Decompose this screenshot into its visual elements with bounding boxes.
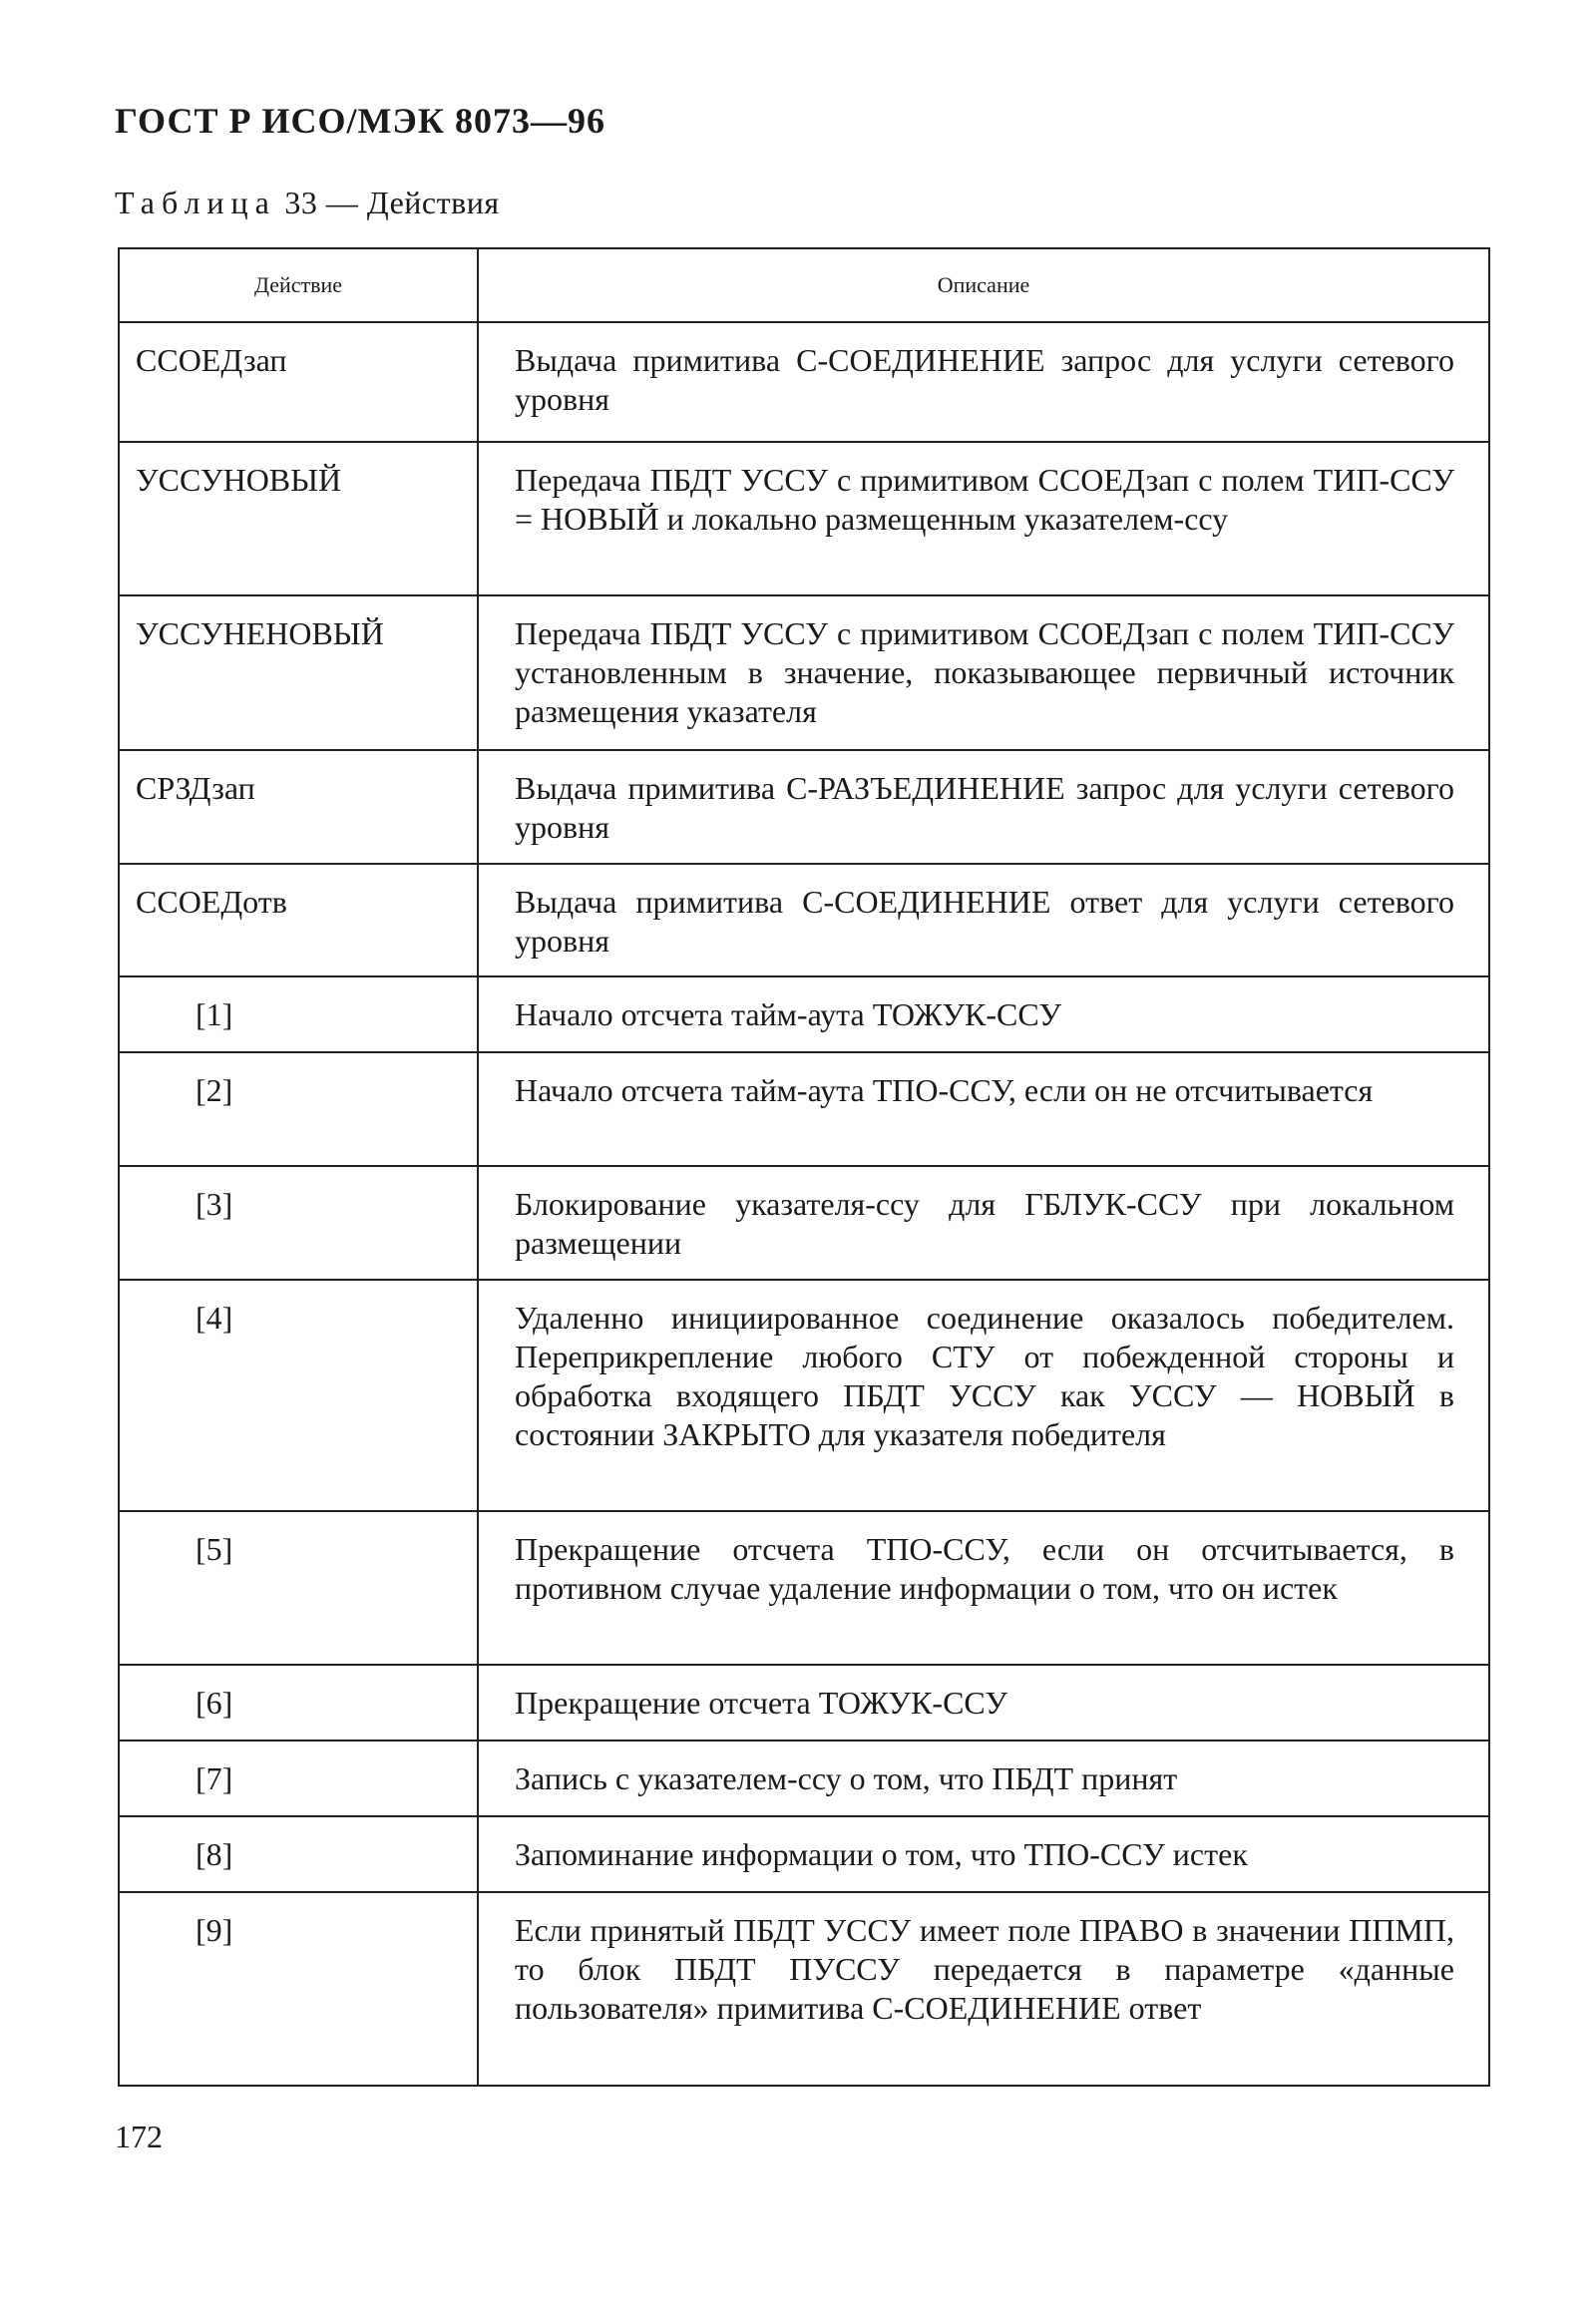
table-row: [119, 1511, 1489, 1665]
action-cell: УССУНЕНОВЫЙ: [119, 595, 478, 750]
table-row: [119, 750, 1489, 864]
column-header-description: Описание: [478, 248, 1489, 322]
column-header-action: Действие: [119, 248, 478, 322]
action-cell: [8]: [119, 1816, 478, 1892]
description-cell: Выдача примитива С-СОЕДИНЕНИЕ запрос для услуги сетевого уровня: [478, 322, 1489, 442]
table-row: [119, 1741, 1489, 1816]
action-cell: ССОЕДотв: [119, 864, 478, 976]
table-row: [119, 976, 1489, 1052]
description-cell: Блокирование указателя-ссу для ГБЛУК-ССУ при локальном размещении: [478, 1166, 1489, 1280]
action-cell: [4]: [119, 1280, 478, 1511]
table-row: [119, 1816, 1489, 1892]
action-cell: [6]: [119, 1665, 478, 1741]
action-cell: [1]: [119, 976, 478, 1052]
table-caption-text: 33 — Действия: [284, 185, 500, 220]
description-cell: Запись с указателем-ссу о том, что ПБДТ принят: [478, 1741, 1489, 1816]
table-row: [119, 322, 1489, 442]
table-row: [119, 1665, 1489, 1741]
page-number: 172: [115, 2119, 163, 2154]
action-cell: [9]: [119, 1892, 478, 2086]
description-cell: Прекращение отсчета ТОЖУК-ССУ: [478, 1665, 1489, 1741]
table-row: [119, 595, 1489, 750]
table-row: [119, 442, 1489, 595]
table-row: [119, 864, 1489, 976]
table-header-row: [119, 248, 1489, 322]
table-row: [119, 1166, 1489, 1280]
description-cell: Начало отсчета тайм-аута ТПО-ССУ, если он не отсчитывается: [478, 1052, 1489, 1166]
description-cell: Прекращение отсчета ТПО-ССУ, если он отсчитывается, в противном случае удаление информации о том, что он истек: [478, 1511, 1489, 1665]
action-cell: [7]: [119, 1741, 478, 1816]
action-cell: [5]: [119, 1511, 478, 1665]
action-cell: [3]: [119, 1166, 478, 1280]
description-cell: Если принятый ПБДТ УССУ имеет поле ПРАВО в значении ППМП, то блок ПБДТ ПУССУ передается в параметре «данные пользователя» примитива С-СОЕДИНЕНИЕ ответ: [478, 1892, 1489, 2086]
action-cell: УССУНОВЫЙ: [119, 442, 478, 595]
table-row: [119, 1892, 1489, 2086]
description-cell: Выдача примитива С-РАЗЪЕДИНЕНИЕ запрос для услуги сетевого уровня: [478, 750, 1489, 864]
description-cell: Выдача примитива С-СОЕДИНЕНИЕ ответ для услуги сетевого уровня: [478, 864, 1489, 976]
table-row: [119, 1280, 1489, 1511]
action-cell: СРЗДзап: [119, 750, 478, 864]
table-row: [119, 1052, 1489, 1166]
description-cell: Удаленно инициированное соединение оказалось победителем. Переприкрепление любого СТУ от побежденной стороны и обработка входящего ПБДТ УССУ как УССУ — НОВЫЙ в состоянии ЗАКРЫТО для указателя победителя: [478, 1280, 1489, 1511]
description-cell: Начало отсчета тайм-аута ТОЖУК-ССУ: [478, 976, 1489, 1052]
description-cell: Передача ПБДТ УССУ с примитивом ССОЕДзап с полем ТИП-ССУ = НОВЫЙ и локально размещенным указателем-ссу: [478, 442, 1489, 595]
action-cell: [2]: [119, 1052, 478, 1166]
document-header: ГОСТ Р ИСО/МЭК 8073—96: [115, 101, 605, 141]
action-cell: ССОЕДзап: [119, 322, 478, 442]
table-caption: [115, 185, 500, 221]
description-cell: Запоминание информации о том, что ТПО-ССУ истек: [478, 1816, 1489, 1892]
description-cell: Передача ПБДТ УССУ с примитивом ССОЕДзап с полем ТИП-ССУ установленным в значение, показывающее первичный источник размещения указателя: [478, 595, 1489, 750]
table-caption-label: Таблица: [115, 185, 276, 220]
actions-table: [118, 247, 1490, 2087]
